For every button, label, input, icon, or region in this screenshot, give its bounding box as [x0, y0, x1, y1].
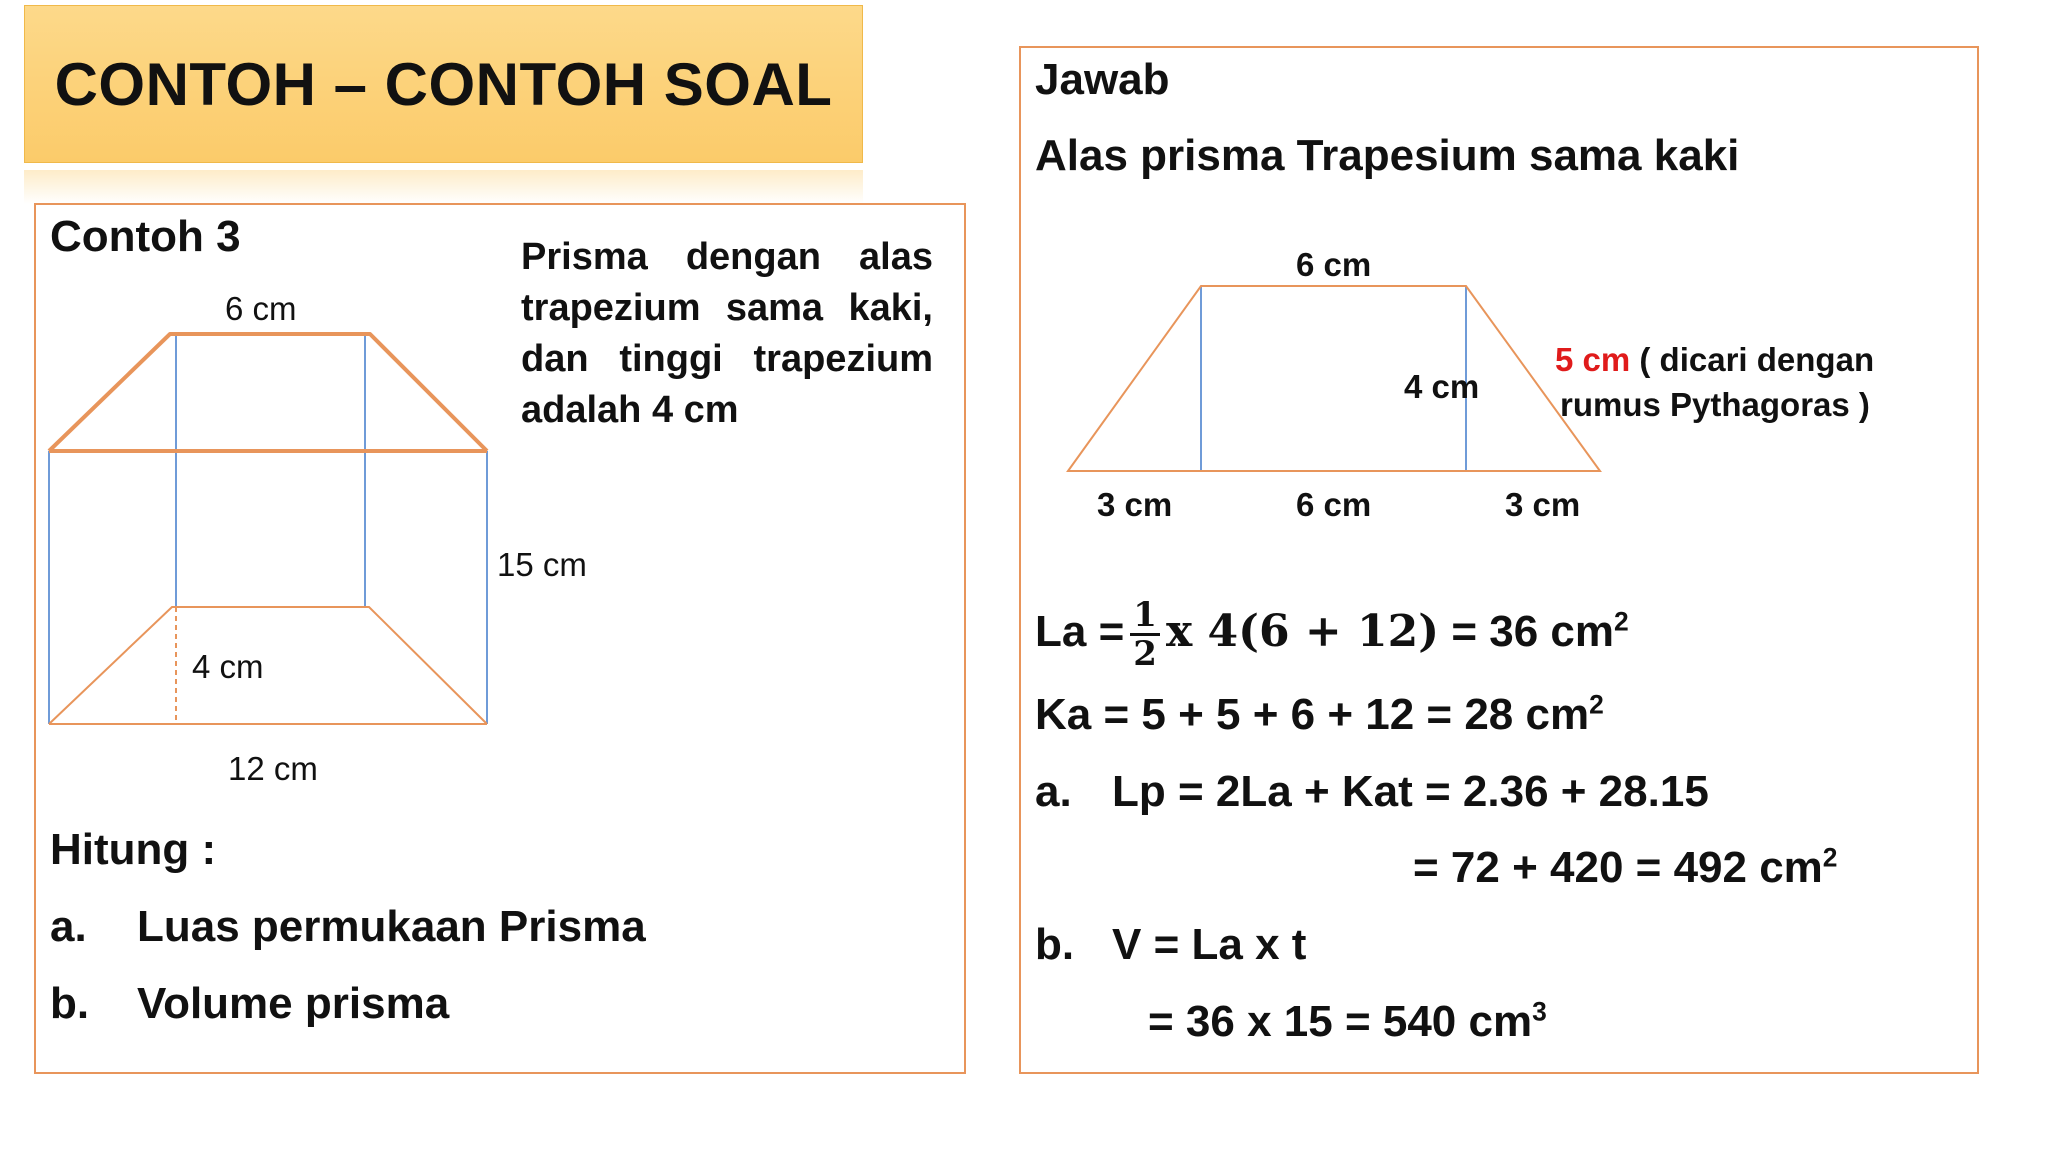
question-title: Hitung : — [50, 825, 217, 874]
trap-bottom-mid-label: 6 cm — [1296, 486, 1372, 523]
question-a-text: Luas permukaan Prisma — [137, 902, 646, 951]
answer-a-line1: Lp = 2La + Kat = 2.36 + 28.15 — [1112, 767, 1709, 816]
answer-a-line2-text: = 72 + 420 = 492 cm — [1413, 843, 1823, 892]
la-fraction — [1130, 594, 1160, 674]
trap-top-label: 6 cm — [1296, 246, 1372, 283]
problem-line-3: dan tinggi trapezium — [521, 338, 933, 380]
trap-bottom-right-label: 3 cm — [1505, 486, 1581, 523]
answer-heading: Jawab — [1035, 55, 1170, 104]
la-prefix: La = — [1035, 607, 1125, 656]
question-b-marker: b. — [50, 979, 90, 1028]
problem-line-2: trapezium sama kaki, — [521, 287, 933, 329]
trap-slant-note — [1555, 341, 1874, 379]
answer-b-line2-text: = 36 x 15 = 540 cm — [1148, 997, 1533, 1046]
prism-top-label: 6 cm — [225, 290, 297, 327]
answer-b-line1: V = La x t — [1112, 920, 1307, 969]
la-frac-den: 2 — [1133, 633, 1157, 674]
prism-side-label: 15 cm — [497, 546, 587, 583]
answer-a-marker: a. — [1035, 767, 1072, 816]
la-expression: x 4(6 + 12) — [1165, 606, 1440, 657]
trap-slant-note-1: ( dicari dengan — [1639, 341, 1875, 378]
la-exponent: 2 — [1614, 606, 1629, 637]
trap-slant-note-2: rumus Pythagoras ) — [1560, 386, 1870, 423]
prism-height-label: 4 cm — [192, 648, 264, 685]
answer-a-line2 — [1413, 843, 1837, 893]
question-a-marker: a. — [50, 902, 87, 951]
question-b-text: Volume prisma — [137, 979, 450, 1028]
la-result: = 36 cm — [1451, 607, 1615, 656]
ka-formula — [1035, 690, 1604, 740]
la-frac-num: 1 — [1130, 597, 1160, 636]
problem-line-1: Prisma dengan alas — [521, 236, 933, 278]
answer-b-marker: b. — [1035, 920, 1075, 969]
answer-b-exponent: 3 — [1532, 996, 1547, 1027]
trap-bottom-left-label: 3 cm — [1097, 486, 1173, 523]
trap-height-label: 4 cm — [1404, 368, 1480, 405]
problem-heading: Contoh 3 — [50, 212, 241, 261]
answer-subheading: Alas prisma Trapesium sama kaki — [1035, 131, 1740, 180]
ka-text: Ka = 5 + 5 + 6 + 12 = 28 cm — [1035, 690, 1590, 739]
ka-exponent: 2 — [1589, 689, 1604, 720]
problem-line-4: adalah 4 cm — [521, 389, 739, 431]
slide-title: CONTOH – CONTOH SOAL — [54, 50, 833, 118]
answer-a-exponent: 2 — [1822, 842, 1838, 873]
trap-slant-value: 5 cm — [1555, 341, 1631, 378]
answer-b-line2 — [1148, 997, 1547, 1047]
la-formula — [1035, 582, 1629, 682]
prism-bottom-label: 12 cm — [228, 750, 318, 787]
